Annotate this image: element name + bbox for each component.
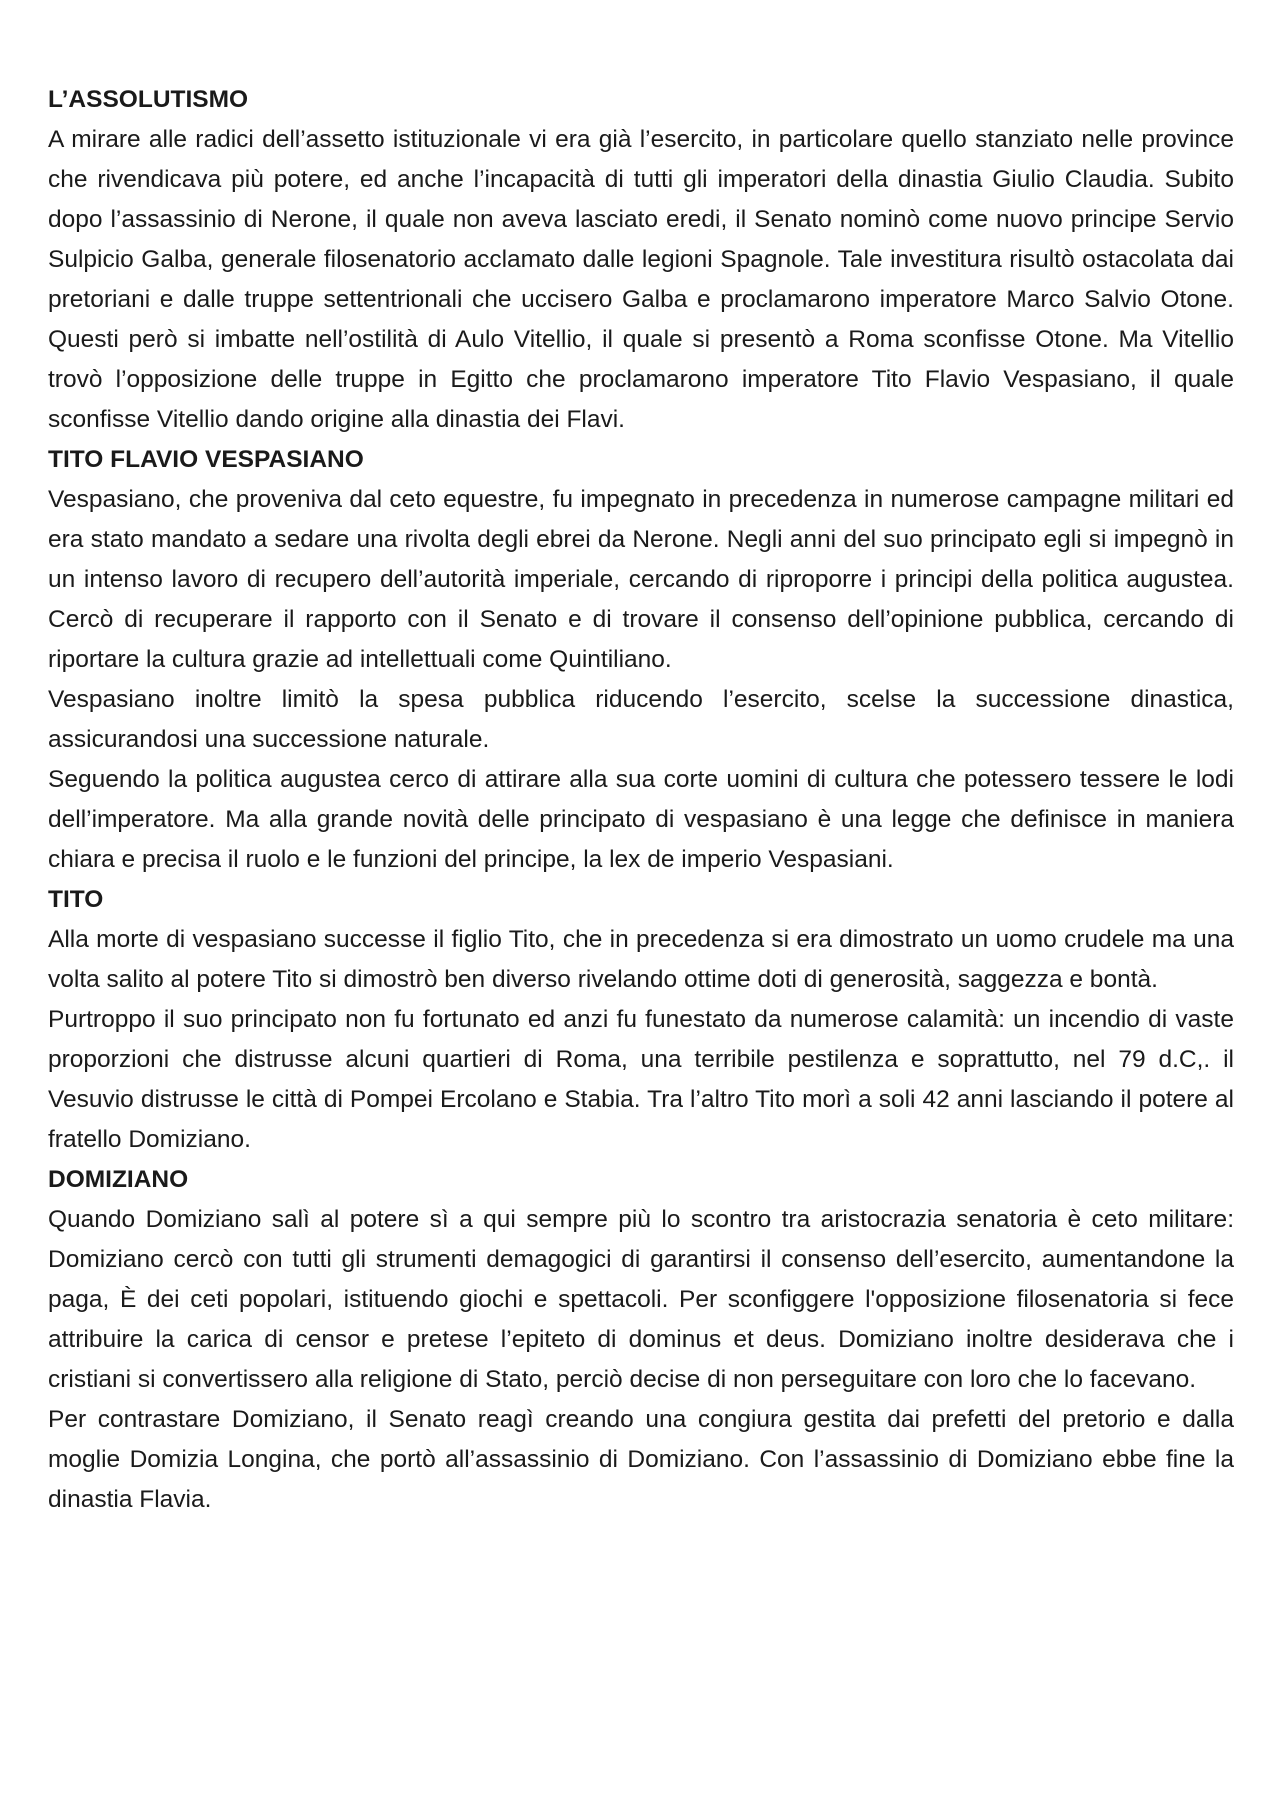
paragraph: Per contrastare Domiziano, il Senato reagì creando una congiura gestita dai prefetti del pretorio e dalla moglie Domizia Longina, che portò all’assassinio di Domiziano. Con l’assassinio di Domiziano ebbe fine la dinastia Flavia. xyxy=(48,1406,1234,1513)
paragraph: Alla morte di vespasiano successe il figlio Tito, che in precedenza si era dimostrato un uomo crudele ma una volta salito al potere Tito si dimostrò ben diverso rivelando ottime doti di generosità, saggezza e bontà. xyxy=(48,926,1234,993)
section-tito xyxy=(48,880,1234,1160)
section-domiziano xyxy=(48,1160,1234,1520)
paragraph: Quando Domiziano salì al potere sì a qui sempre più lo scontro tra aristocrazia senatoria è ceto militare: Domiziano cercò con tutti gli strumenti demagogici di garantirsi il consenso dell’esercito, aumentandone la paga, È dei ceti popolari, istituendo giochi e spettacoli. Per sconfiggere l'opposizione filosenatoria si fece attribuire la carica di censor e pretese l’epiteto di dominus et deus. Domiziano inoltre desiderava che i cristiani si convertissero alla religione di Stato, perciò decise di non perseguitare con loro che lo facevano. xyxy=(48,1206,1234,1393)
section-assolutismo xyxy=(48,80,1234,440)
paragraph: Seguendo la politica augustea cerco di attirare alla sua corte uomini di cultura che potessero tessere le lodi dell’imperatore. Ma alla grande novità delle principato di vespasiano è una legge che definisce in maniera chiara e precisa il ruolo e le funzioni del principe, la lex de imperio Vespasiani. xyxy=(48,766,1234,873)
paragraph: Purtroppo il suo principato non fu fortunato ed anzi fu funestato da numerose calamità: un incendio di vaste proporzioni che distrusse alcuni quartieri di Roma, una terribile pestilenza e soprattutto, nel 79 d.C,. il Vesuvio distrusse le città di Pompei Ercolano e Stabia. Tra l’altro Tito morì a soli 42 anni lasciando il potere al fratello Domiziano. xyxy=(48,1006,1234,1153)
section-heading: TITO FLAVIO VESPASIANO xyxy=(48,446,364,473)
section-heading: DOMIZIANO xyxy=(48,1166,189,1193)
paragraph: Vespasiano, che proveniva dal ceto equestre, fu impegnato in precedenza in numerose campagne militari ed era stato mandato a sedare una rivolta degli ebrei da Nerone. Negli anni del suo principato egli si impegnò in un intenso lavoro di recupero dell’autorità imperiale, cercando di riproporre i principi della politica augustea. Cercò di recuperare il rapporto con il Senato e di trovare il consenso dell’opinione pubblica, cercando di riportare la cultura grazie ad intellettuali come Quintiliano. xyxy=(48,486,1234,673)
document-page xyxy=(48,80,1234,1520)
paragraph: A mirare alle radici dell’assetto istituzionale vi era già l’esercito, in particolare quello stanziato nelle province che rivendicava più potere, ed anche l’incapacità di tutti gli imperatori della dinastia Giulio Claudia. Subito dopo l’assassinio di Nerone, il quale non aveva lasciato eredi, il Senato nominò come nuovo principe Servio Sulpicio Galba, generale filosenatorio acclamato dalle legioni Spagnole. Tale investitura risultò ostacolata dai pretoriani e dalle truppe settentrionali che uccisero Galba e proclamarono imperatore Marco Salvio Otone. Questi però si imbatte nell’ostilità di Aulo Vitellio, il quale si presentò a Roma sconfisse Otone. Ma Vitellio trovò l’opposizione delle truppe in Egitto che proclamarono imperatore Tito Flavio Vespasiano, il quale sconfisse Vitellio dando origine alla dinastia dei Flavi. xyxy=(48,126,1234,433)
section-heading: L’ASSOLUTISMO xyxy=(48,86,249,113)
paragraph: Vespasiano inoltre limitò la spesa pubblica riducendo l’esercito, scelse la successione dinastica, assicurandosi una successione naturale. xyxy=(48,686,1234,753)
section-heading: TITO xyxy=(48,886,104,913)
section-tito-flavio-vespasiano xyxy=(48,440,1234,880)
